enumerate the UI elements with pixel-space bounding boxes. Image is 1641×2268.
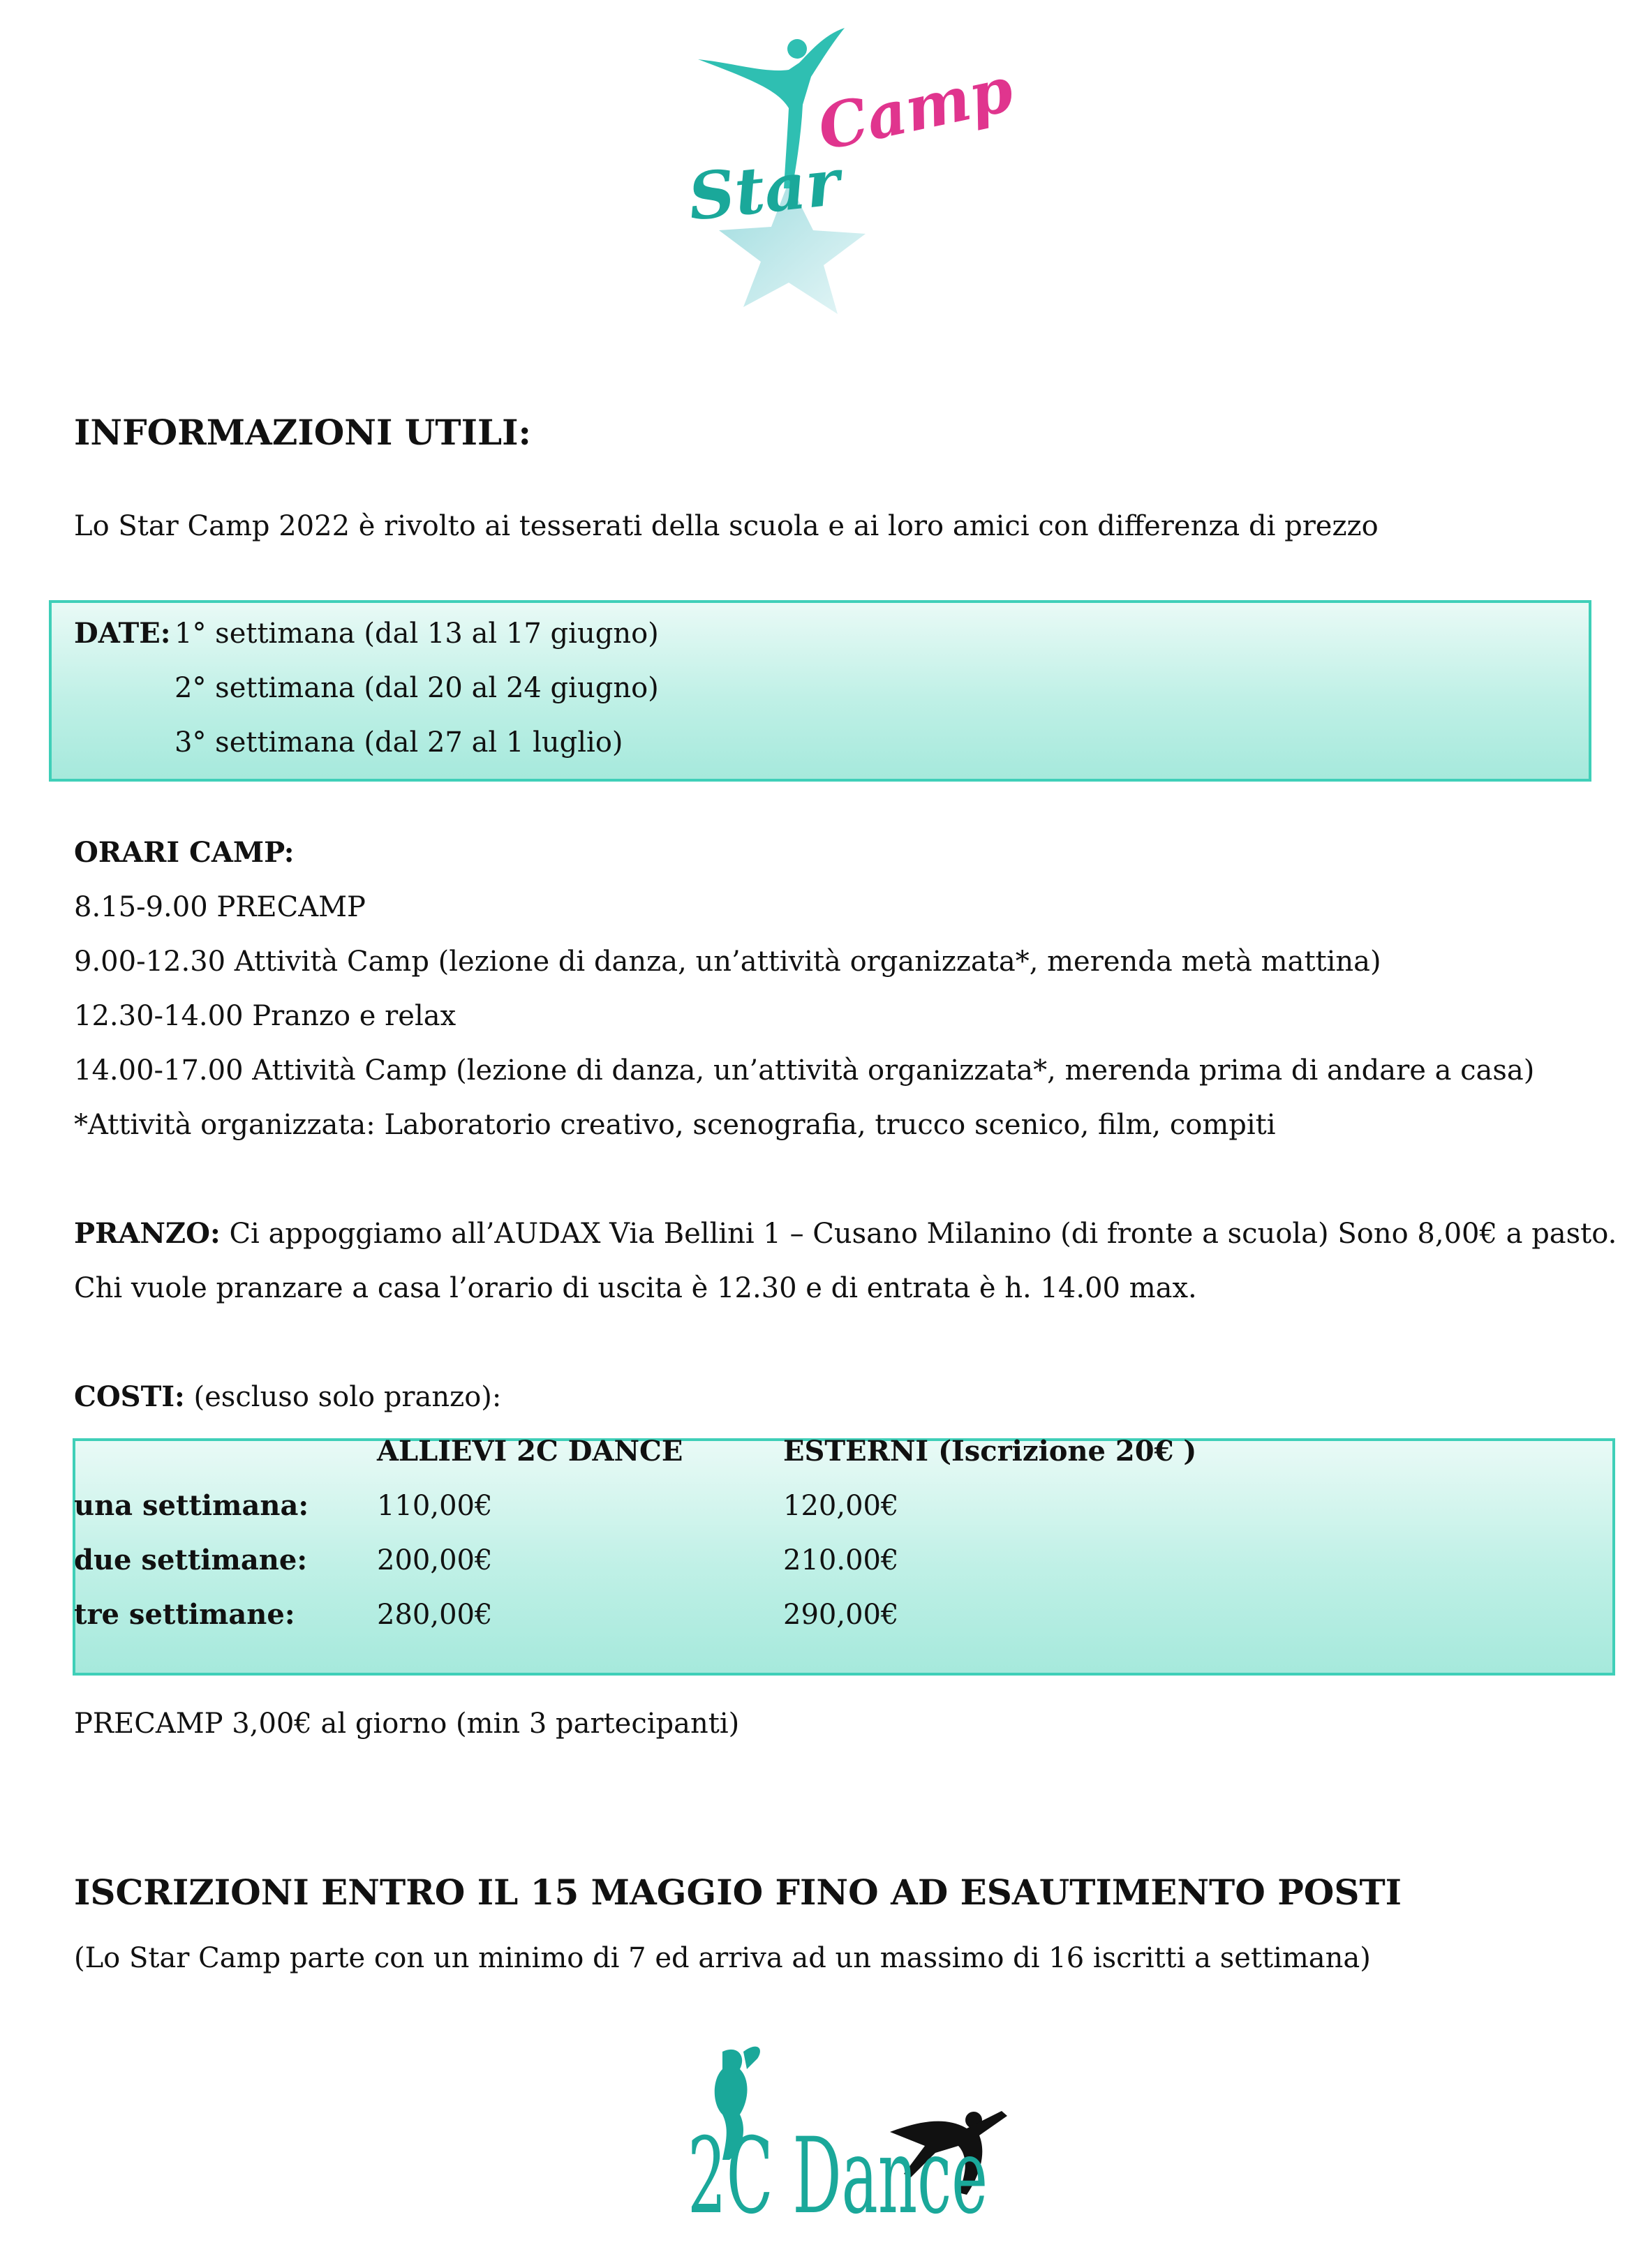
costs-row-label: tre settimane:	[74, 1598, 295, 1631]
costs-allievi-value: 110,00€	[377, 1490, 493, 1522]
costi-title	[74, 1380, 501, 1414]
info-intro: Lo Star Camp 2022 è rivolto ai tesserati della scuola e ai loro amici con differenza di prezzo	[74, 510, 1379, 542]
camp-text: Camp	[811, 52, 1019, 165]
precamp-note: PRECAMP 3,00€ al giorno (min 3 partecipanti)	[74, 1708, 740, 1740]
orari-note: *Attività organizzata: Laboratorio creativo, scenografia, trucco scenico, film, compiti	[74, 1109, 1276, 1141]
costi-label: COSTI:	[74, 1380, 185, 1413]
orari-title: ORARI CAMP:	[74, 836, 295, 869]
orari-line: 12.30-14.00 Pranzo e relax	[74, 1000, 456, 1032]
pranzo-line-2: Chi vuole pranzare a casa l’orario di uscita è 12.30 e di entrata è h. 14.00 max.	[74, 1272, 1197, 1304]
iscrizioni-heading: ISCRIZIONI ENTRO IL 15 MAGGIO FINO AD ESAUTIMENTO POSTI	[74, 1872, 1402, 1913]
star-camp-logo-graphic	[614, 21, 1019, 321]
date-week-2: 2° settimana (dal 20 al 24 giugno)	[175, 672, 659, 704]
iscrizioni-note: (Lo Star Camp parte con un minimo di 7 ed arriva ad un massimo di 16 iscritti a settimana)	[74, 1942, 1371, 1974]
costs-allievi-value: 200,00€	[377, 1544, 493, 1576]
2c-dance-logo	[681, 2038, 1044, 2237]
costs-row-label: una settimana:	[74, 1489, 309, 1522]
costs-esterni-value: 120,00€	[783, 1490, 899, 1522]
dates-label: DATE:	[74, 617, 171, 650]
info-heading: INFORMAZIONI UTILI:	[74, 412, 531, 453]
costs-row-label: due settimane:	[74, 1544, 308, 1576]
pranzo-text: Ci appoggiamo all’AUDAX Via Bellini 1 – Cusano Milanino (di fronte a scuola) Sono 8,00€ a pasto.	[220, 1218, 1617, 1250]
costs-header-esterni: ESTERNI (Iscrizione 20€ )	[783, 1435, 1197, 1468]
logo-2c-dance-text: 2C Dance	[688, 2116, 988, 2237]
costs-allievi-value: 280,00€	[377, 1599, 493, 1631]
pranzo-line-1	[74, 1217, 1617, 1251]
costi-note: (escluso solo pranzo):	[184, 1381, 502, 1413]
orari-line: 14.00-17.00 Attività Camp (lezione di danza, un’attività organizzata*, merenda prima di andare a casa)	[74, 1054, 1535, 1087]
star-camp-logo	[614, 21, 1019, 321]
date-week-1: 1° settimana (dal 13 al 17 giugno)	[175, 618, 659, 650]
orari-line: 8.15-9.00 PRECAMP	[74, 891, 366, 923]
2c-dance-logo-graphic	[681, 2038, 1044, 2237]
pranzo-label: PRANZO:	[74, 1217, 221, 1250]
star-text: Star	[685, 144, 844, 235]
orari-line: 9.00-12.30 Attività Camp (lezione di danza, un’attività organizzata*, merenda metà mattina)	[74, 946, 1381, 978]
costs-esterni-value: 210.00€	[783, 1544, 899, 1576]
date-week-3: 3° settimana (dal 27 al 1 luglio)	[175, 726, 623, 759]
costs-esterni-value: 290,00€	[783, 1599, 899, 1631]
costs-header-allievi: ALLIEVI 2C DANCE	[377, 1435, 683, 1468]
